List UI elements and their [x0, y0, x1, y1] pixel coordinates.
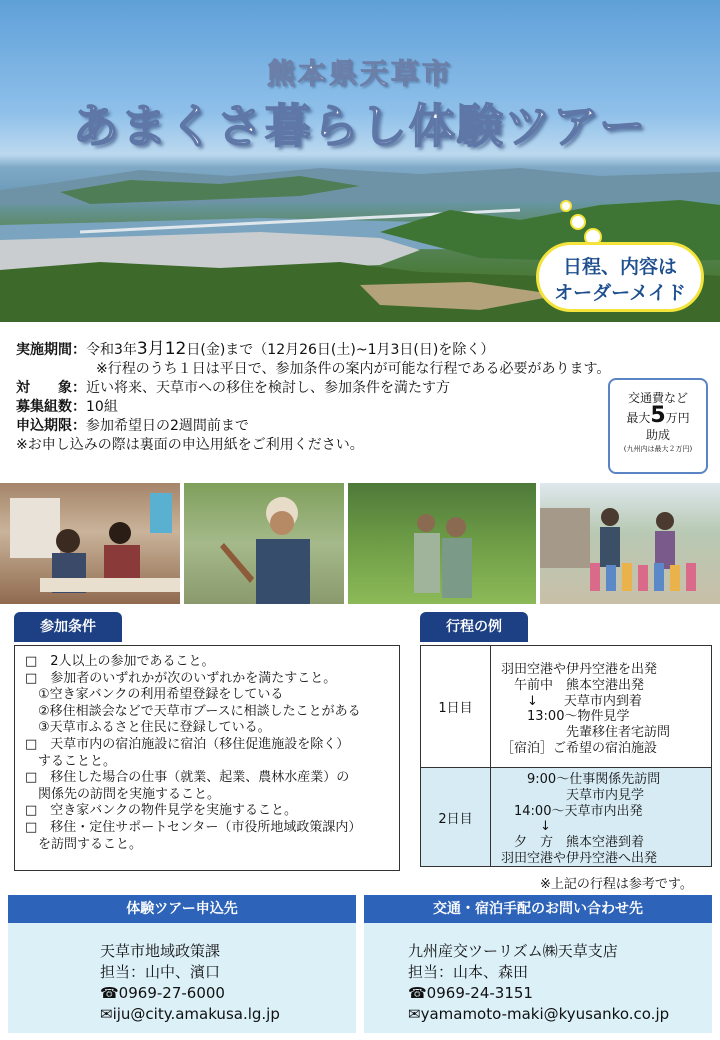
condition-line: □ 2人以上の参加であること。: [25, 654, 215, 669]
travel-contact-heading: 交通・宿泊手配のお問い合わせ先: [364, 895, 712, 923]
photo-tea-field: [348, 483, 536, 604]
bubble-dot: [570, 214, 586, 230]
conditions-box: [14, 645, 400, 871]
bubble-line2: オーダーメイド: [554, 282, 686, 304]
schedule-row-day1: [421, 646, 711, 768]
day2-text: 9:00～仕事関係先訪問 天草市内見学 14:00～天草市内出発 ↓ 夕 方 熊本空港到着 羽田空港や伊丹空港へ出発: [501, 772, 661, 866]
period-prefix: 令和3年: [86, 342, 137, 358]
travel-email[interactable]: ✉yamamoto-maki@kyusanko.co.jp: [408, 1005, 670, 1023]
period-date: 3月12: [136, 339, 187, 359]
badge-line1: 交通費など: [627, 391, 688, 405]
condition-line: □ 空き家バンクの物件見学を実施すること。: [25, 803, 298, 819]
bubble-dot: [560, 200, 572, 212]
apply-contact-box: [8, 923, 356, 1033]
target-label: 対 象：: [16, 380, 86, 396]
apply-phone: ☎0969-27-6000: [100, 984, 225, 1002]
condition-line: することと。: [25, 753, 117, 769]
apply-person: 担当：山中、濱口: [100, 963, 221, 981]
prefecture-title: 熊本県天草市: [266, 57, 453, 90]
badge-amount: 5: [650, 403, 666, 428]
apply-contact-heading: 体験ツアー申込先: [8, 895, 356, 923]
apply-org: 天草市地域政策課: [100, 942, 221, 960]
badge-line3: 助成: [645, 428, 670, 442]
badge-small: (九州内は最大２万円): [623, 445, 693, 453]
badge-prefix: 最大: [626, 411, 651, 425]
travel-org: 九州産交ツーリズム㈱天草支店: [408, 942, 618, 960]
conditions-heading: 参加条件: [14, 612, 122, 642]
period-label: 実施期間：: [16, 342, 86, 358]
schedule-heading: 行程の例: [420, 612, 528, 642]
info-section: [16, 340, 610, 455]
apply-note: ※お申し込みの際は裏面の申込用紙をご利用ください。: [16, 437, 364, 453]
order-made-bubble: [536, 242, 704, 312]
condition-line: 関係先の訪問を実施すること。: [25, 786, 221, 802]
main-title: あまくさ暮らし体験ツアー: [72, 99, 648, 153]
day2-label: 2日目: [421, 768, 491, 866]
target-value: 近い将来、天草市への移住を検討し、参加条件を満たす方: [86, 380, 450, 396]
condition-line: ②移住相談会などで天草市ブースに相談したことがある: [25, 703, 361, 719]
day1-text: 羽田空港や伊丹空港を出発 午前中 熊本空港出発 ↓ 天草市内到着 13:00～物件見学 先輩移住者宅訪問 ［宿泊］ご希望の宿泊施設: [501, 662, 671, 756]
day1-label: 1日目: [421, 646, 491, 767]
apply-email[interactable]: ✉iju@city.amakusa.lg.jp: [100, 1005, 280, 1023]
travel-contact-box: [364, 923, 712, 1033]
schedule-row-day2: [421, 768, 711, 866]
condition-line: ③天草市ふるさと住民に登録している。: [25, 720, 271, 736]
photo-farmer: [184, 483, 344, 604]
badge-suffix: 万円: [665, 411, 690, 425]
bubble-line1: 日程、内容は: [562, 256, 677, 278]
schedule-note: ※上記の行程は参考です。: [540, 877, 693, 892]
subsidy-badge: [608, 378, 708, 474]
groups-label: 募集組数：: [16, 399, 86, 415]
schedule-table: [420, 645, 712, 867]
condition-line: □ 移住した場合の仕事（就業、起業、農林水産業）の: [25, 770, 350, 786]
period-rest: 日(金)まで（12月26日(土)~1月3日(日)を除く）: [186, 342, 495, 358]
photo-consultation: [0, 483, 180, 604]
condition-line: □ 天草市内の宿泊施設に宿泊（移住促進施設を除く）: [25, 736, 350, 752]
condition-line: □ 移住・定住サポートセンター（市役所地域政策課内）: [25, 819, 362, 835]
deadline-label: 申込期限：: [16, 418, 86, 434]
travel-person: 担当：山本、森田: [408, 963, 529, 981]
condition-line: ①空き家バンクの利用希望登録をしている: [25, 687, 284, 703]
deadline-value: 参加希望日の2週間前まで: [86, 418, 249, 434]
groups-value: 10組: [86, 399, 118, 415]
hero-banner: [0, 0, 720, 322]
period-note: ※行程のうち１日は平日で、参加条件の案内が可能な行程である必要があります。: [96, 361, 611, 377]
photo-children: [540, 483, 720, 604]
condition-line: を訪問すること。: [25, 836, 143, 852]
condition-line: □ 参加者のいずれかが次のいずれかを満たすこと。: [25, 670, 337, 686]
travel-phone: ☎0969-24-3151: [408, 984, 533, 1002]
